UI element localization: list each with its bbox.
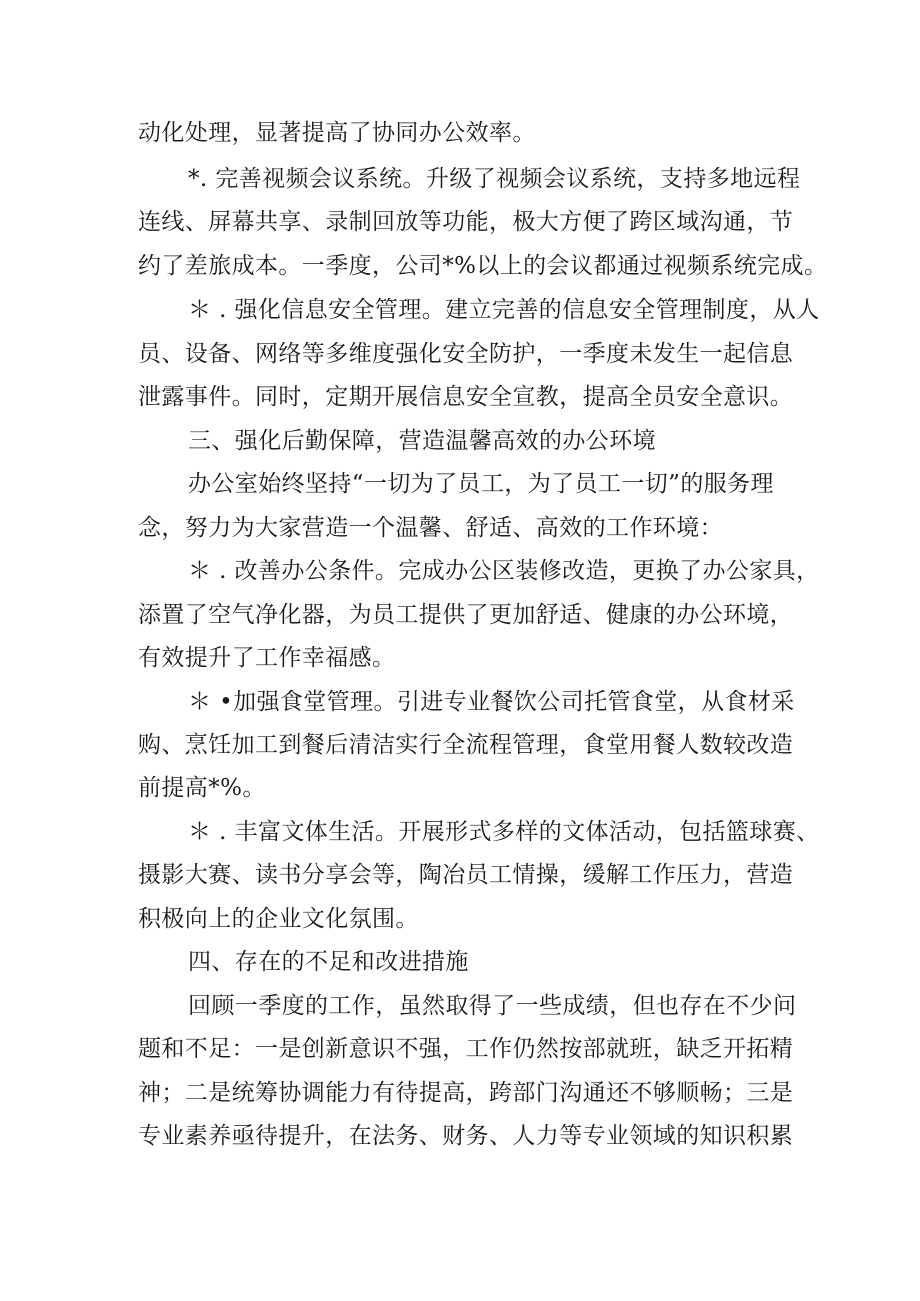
text-line: 回顾一季度的工作，虽然取得了一些成绩，但也存在不少问 bbox=[188, 993, 797, 1019]
section-heading: 四、存在的不足和改进措施 bbox=[188, 949, 469, 975]
section-heading: 三、强化后勤保障，营造温馨高效的办公环境 bbox=[188, 428, 656, 454]
text-line: 约了差旅成本。一季度，公司*%以上的会议都通过视频系统完成。 bbox=[138, 253, 828, 279]
text-line: 前提高*%。 bbox=[138, 775, 266, 801]
text-line: 连线、屏幕共享、录制回放等功能，极大方便了跨区域沟通，节 bbox=[138, 209, 794, 235]
text-line: 神；二是统筹协调能力有待提高，跨部门沟通还不够顺畅；三是 bbox=[138, 1080, 794, 1106]
text-line: 员、设备、网络等多维度强化安全防护，一季度未发生一起信息 bbox=[138, 341, 794, 367]
text-line: 购、烹饪加工到餐后清洁实行全流程管理，食堂用餐人数较改造 bbox=[138, 732, 794, 758]
text-line: ＊ . 强化信息安全管理。建立完善的信息安全管理制度，从人 bbox=[188, 297, 820, 323]
text-line: 积极向上的企业文化氛围。 bbox=[138, 906, 419, 932]
text-line: 有效提升了工作幸福感。 bbox=[138, 645, 396, 671]
text-line: 添置了空气净化器，为员工提供了更加舒适、健康的办公环境， bbox=[138, 602, 794, 628]
text-line: 泄露事件。同时，定期开展信息安全宣教，提高全员安全意识。 bbox=[138, 384, 794, 410]
text-line: 动化处理，显著提高了协同办公效率。 bbox=[138, 120, 536, 146]
text-line: ＊ . 丰富文体生活。开展形式多样的文体活动，包括篮球赛、 bbox=[188, 819, 820, 845]
text-line: 专业素养亟待提升，在法务、财务、人力等专业领域的知识积累 bbox=[138, 1123, 794, 1149]
text-line: 念，努力为大家营造一个温馨、舒适、高效的工作环境： bbox=[138, 515, 723, 541]
text-line: 办公室始终坚持“一切为了员工，为了员工一切”的服务理 bbox=[188, 471, 774, 497]
text-line: ＊ •加强食堂管理。引进专业餐饮公司托管食堂，从食材采 bbox=[188, 689, 795, 715]
text-line: ＊ . 改善办公条件。完成办公区装修改造，更换了办公家具， bbox=[188, 558, 820, 584]
text-line: *. 完善视频会议系统。升级了视频会议系统，支持多地远程 bbox=[188, 166, 801, 192]
text-line: 题和不足：一是创新意识不强，工作仍然按部就班，缺乏开拓精 bbox=[138, 1036, 794, 1062]
text-line: 摄影大赛、读书分享会等，陶冶员工情操，缓解工作压力，营造 bbox=[138, 862, 794, 888]
